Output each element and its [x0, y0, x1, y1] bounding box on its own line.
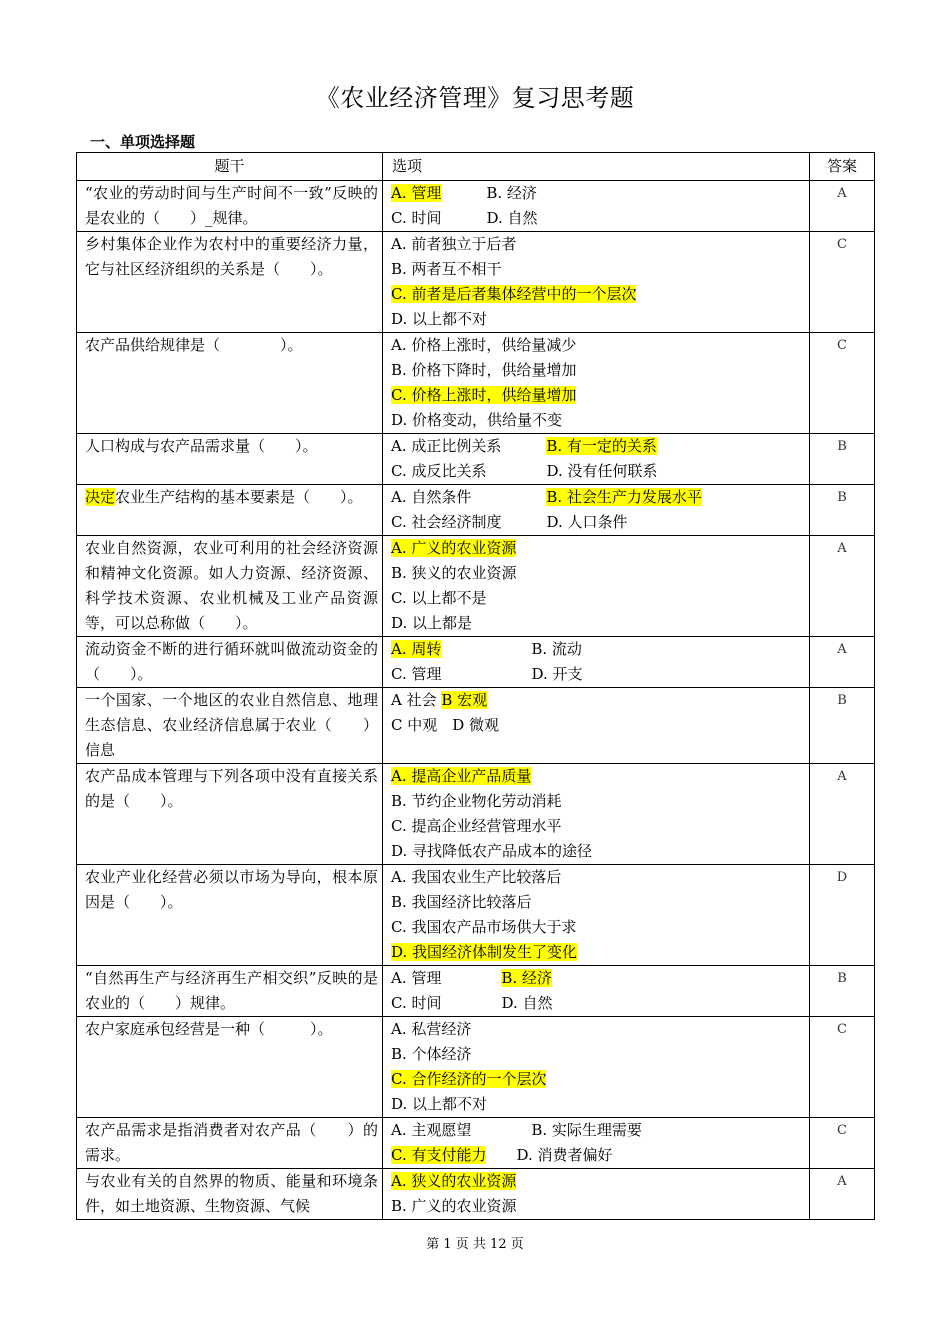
options-cell [383, 434, 810, 485]
option-line [391, 1042, 809, 1067]
option-text: A. 自然条件 [391, 488, 547, 506]
option-text: B. 节约企业物化劳动消耗 [391, 792, 562, 810]
option-text: D. 以上都是 [391, 614, 473, 632]
option-text: A. 管理 [391, 969, 502, 987]
table-row [77, 688, 875, 764]
question-text: 一个国家、一个地区的农业自然信息、地理生态信息、农业经济信息属于农业（ ）信息 [77, 688, 383, 764]
question-text: 人口构成与农产品需求量（ ）。 [77, 434, 383, 485]
option-line [391, 459, 809, 484]
option-text: C. 管理 D. 开支 [391, 665, 583, 683]
option-line [391, 408, 809, 433]
highlighted-option: C. 价格上涨时，供给量增加 [391, 386, 577, 404]
table-row [77, 1017, 875, 1118]
answer-value: B [810, 485, 875, 536]
question-text: 农户家庭承包经营是一种（ ）。 [77, 1017, 383, 1118]
option-line [391, 383, 809, 408]
table-row [77, 1118, 875, 1169]
option-line [391, 940, 809, 965]
option-line [391, 1194, 809, 1219]
option-line [391, 561, 809, 586]
option-text: B. 价格下降时，供给量增加 [391, 361, 577, 379]
answer-value: B [810, 434, 875, 485]
option-line [391, 307, 809, 332]
option-line [391, 206, 809, 231]
option-line [391, 839, 809, 864]
option-line [391, 789, 809, 814]
section-heading: 一、单项选择题 [90, 133, 196, 151]
question-text: “农业的劳动时间与生产时间不一致”反映的是农业的（ ）_规律。 [77, 181, 383, 232]
option-text: A 社会 [391, 691, 442, 709]
option-line [391, 611, 809, 636]
highlighted-option: A. 管理 [391, 184, 442, 202]
option-text: B. 广义的农业资源 [391, 1197, 517, 1215]
highlighted-option: A. 周转 [391, 640, 442, 658]
highlighted-option: B. 经济 [501, 969, 552, 987]
option-line [391, 1067, 809, 1092]
option-text: B. 我国经济比较落后 [391, 893, 532, 911]
option-text: A. 价格上涨时，供给量减少 [391, 336, 577, 354]
options-cell [383, 181, 810, 232]
table-header-row [77, 153, 875, 181]
table-row [77, 485, 875, 536]
option-text: D. 价格变动，供给量不变 [391, 411, 563, 429]
highlighted-option: C. 有支付能力 [391, 1146, 487, 1164]
answer-value: D [810, 865, 875, 966]
answer-value: C [810, 1118, 875, 1169]
options-cell [383, 536, 810, 637]
header-options: 选项 [383, 153, 810, 181]
option-line [391, 1143, 809, 1168]
option-line [391, 713, 809, 738]
option-text: D. 以上都不对 [391, 1095, 488, 1113]
highlighted-option: C. 合作经济的一个层次 [391, 1070, 547, 1088]
option-line [391, 282, 809, 307]
answer-value: A [810, 764, 875, 865]
option-line [391, 232, 809, 257]
highlighted-option: D. 我国经济体制发生了变化 [391, 943, 578, 961]
option-line [391, 915, 809, 940]
page-footer: 第 1 页 共 12 页 [426, 1237, 524, 1252]
option-text: C. 成反比关系 D. 没有任何联系 [391, 462, 658, 480]
option-text: C 中观 D 微观 [391, 716, 500, 734]
table-row [77, 966, 875, 1017]
option-text: C. 时间 D. 自然 [391, 994, 553, 1012]
option-line [391, 586, 809, 611]
option-line [391, 890, 809, 915]
question-text: 流动资金不断的进行循环就叫做流动资金的（ ）。 [77, 637, 383, 688]
question-text: 农产品需求是指消费者对农产品（ ）的需求。 [77, 1118, 383, 1169]
option-text: C. 社会经济制度 D. 人口条件 [391, 513, 628, 531]
option-text: A. 前者独立于后者 [391, 235, 517, 253]
option-text: C. 我国农产品市场供大于求 [391, 918, 577, 936]
table-row [77, 232, 875, 333]
option-line [391, 1092, 809, 1117]
option-line [391, 333, 809, 358]
option-line [391, 1118, 809, 1143]
option-line [391, 1017, 809, 1042]
options-cell [383, 1169, 810, 1220]
answer-value: B [810, 966, 875, 1017]
page-title: 《农业经济管理》复习思考题 [315, 84, 635, 112]
options-cell [383, 966, 810, 1017]
header-answer: 答案 [810, 153, 875, 181]
option-line [391, 764, 809, 789]
option-line [391, 257, 809, 282]
table-row [77, 434, 875, 485]
highlighted-option: C. 前者是后者集体经营中的一个层次 [391, 285, 637, 303]
option-line [391, 865, 809, 890]
question-rows [77, 181, 875, 1220]
option-text: B. 流动 [441, 640, 582, 658]
highlighted-option: B. 社会生产力发展水平 [546, 488, 702, 506]
question-text: 农产品成本管理与下列各项中没有直接关系的是（ ）。 [77, 764, 383, 865]
option-line [391, 966, 809, 991]
option-text: B. 狭义的农业资源 [391, 564, 517, 582]
option-line [391, 637, 809, 662]
table-row [77, 637, 875, 688]
highlighted-option: A. 广义的农业资源 [391, 539, 517, 557]
option-text: B. 经济 [441, 184, 537, 202]
option-text: A. 我国农业生产比较落后 [391, 868, 562, 886]
table-row [77, 764, 875, 865]
answer-value: A [810, 181, 875, 232]
options-cell [383, 688, 810, 764]
option-text: C. 提高企业经营管理水平 [391, 817, 562, 835]
table-row [77, 333, 875, 434]
question-text: 乡村集体企业作为农村中的重要经济力量，它与社区经济组织的关系是（ ）。 [77, 232, 383, 333]
option-line [391, 814, 809, 839]
options-cell [383, 333, 810, 434]
question-table [76, 152, 875, 1220]
options-cell [383, 865, 810, 966]
option-text: A. 主观愿望 B. 实际生理需要 [391, 1121, 642, 1139]
options-cell [383, 1017, 810, 1118]
option-text: A. 成正比例关系 [391, 437, 547, 455]
options-cell [383, 764, 810, 865]
answer-value: B [810, 688, 875, 764]
answer-value: C [810, 232, 875, 333]
options-cell [383, 1118, 810, 1169]
option-line [391, 688, 809, 713]
option-line [391, 358, 809, 383]
option-text: D. 以上都不对 [391, 310, 488, 328]
highlighted-option: B. 有一定的关系 [546, 437, 657, 455]
highlighted-option: A. 狭义的农业资源 [391, 1172, 517, 1190]
options-cell [383, 232, 810, 333]
answer-value: C [810, 1017, 875, 1118]
option-line [391, 1169, 809, 1194]
option-line [391, 434, 809, 459]
option-line [391, 510, 809, 535]
option-text: D. 自然 [441, 209, 538, 227]
option-text: D. 寻找降低农产品成本的途径 [391, 842, 593, 860]
option-line [391, 662, 809, 687]
question-text: 农产品供给规律是（ ）。 [77, 333, 383, 434]
answer-value: A [810, 536, 875, 637]
option-line [391, 536, 809, 561]
question-text: 农业自然资源，农业可利用的社会经济资源和精神文化资源。如人力资源、经济资源、科学技术资源、农业机械及工业产品资源等，可以总称做（ ）。 [77, 536, 383, 637]
options-cell [383, 485, 810, 536]
option-line [391, 485, 809, 510]
option-text: C. 以上都不是 [391, 589, 487, 607]
option-text: C. 时间 [391, 209, 442, 227]
option-text: B. 个体经济 [391, 1045, 472, 1063]
answer-value: A [810, 1169, 875, 1220]
highlighted-option: B 宏观 [441, 691, 488, 709]
answer-value: A [810, 637, 875, 688]
question-text: 与农业有关的自然界的物质、能量和环境条件，如土地资源、生物资源、气候 [77, 1169, 383, 1220]
table-row [77, 865, 875, 966]
header-question: 题干 [77, 153, 383, 181]
options-cell [383, 637, 810, 688]
option-line [391, 991, 809, 1016]
option-text: A. 私营经济 [391, 1020, 472, 1038]
option-text: D. 消费者偏好 [486, 1146, 613, 1164]
option-line [391, 181, 809, 206]
highlighted-option: A. 提高企业产品质量 [391, 767, 532, 785]
option-text: B. 两者互不相干 [391, 260, 502, 278]
question-text: “自然再生产与经济再生产相交织”反映的是农业的（ ）规律。 [77, 966, 383, 1017]
table-row [77, 536, 875, 637]
question-text: 决定农业生产结构的基本要素是（ ）。 [77, 485, 383, 536]
table-row [77, 181, 875, 232]
table-row [77, 1169, 875, 1220]
answer-value: C [810, 333, 875, 434]
question-text: 农业产业化经营必须以市场为导向，根本原因是（ ）。 [77, 865, 383, 966]
